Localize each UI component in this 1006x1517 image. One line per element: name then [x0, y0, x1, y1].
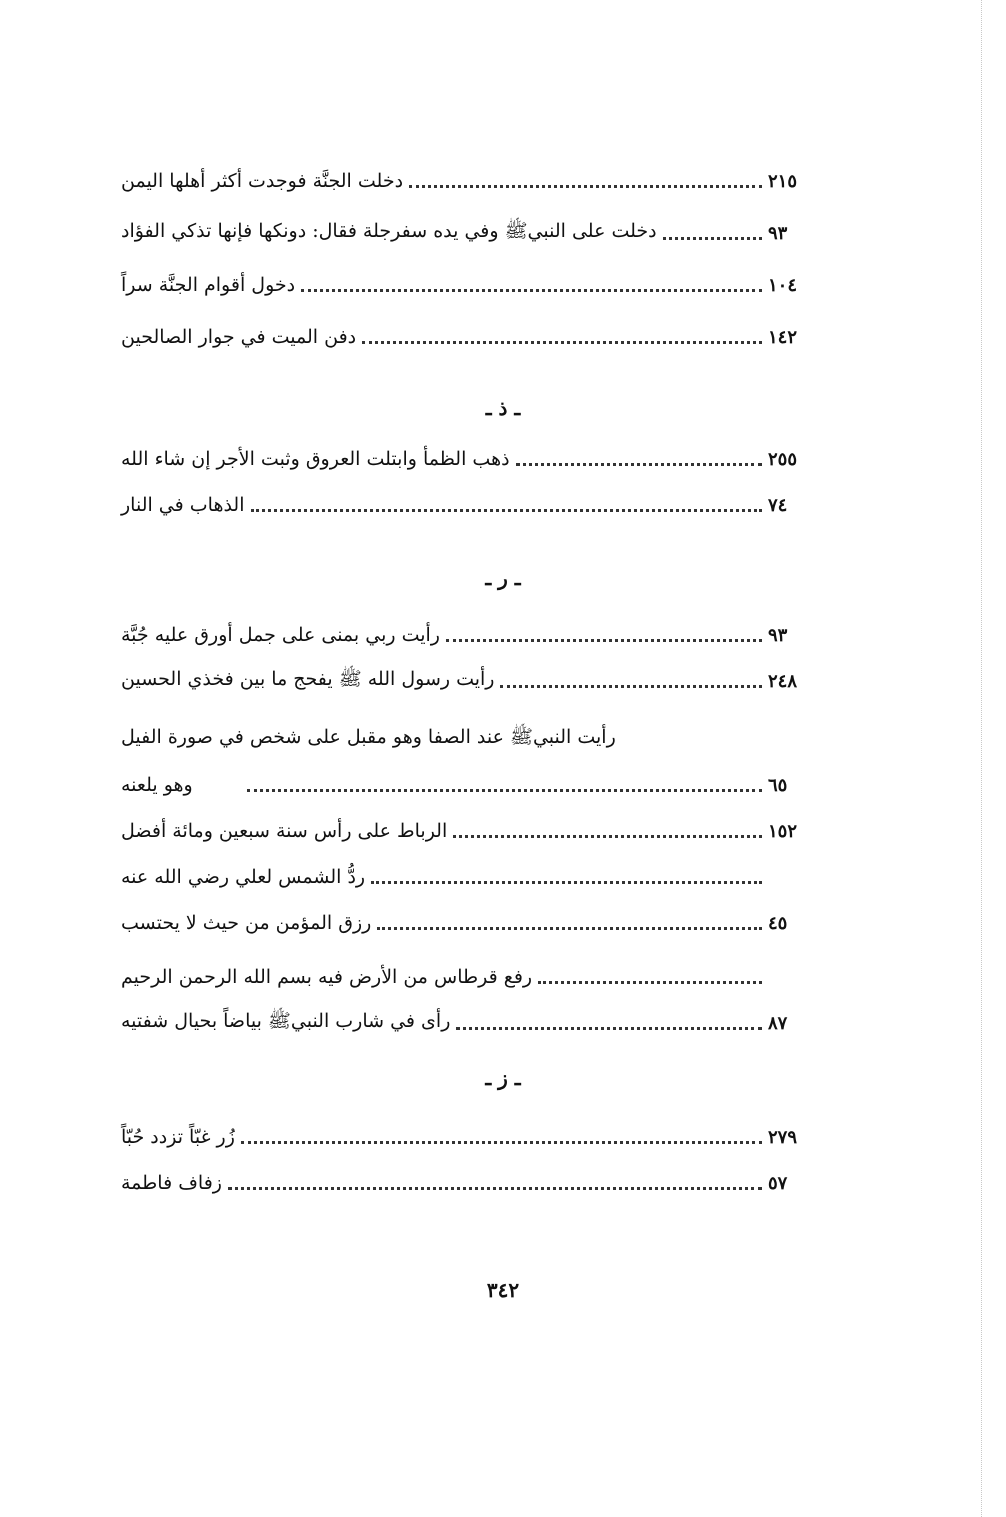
index-entry — [115, 436, 810, 482]
entry-text: رأيت ربي بمنى على جمل أورق عليه جُبَّة — [121, 624, 440, 646]
page-number: ٣٤٢ — [486, 1278, 520, 1302]
entry-page-number: ٤٥ — [768, 912, 788, 934]
entry-text: دخول أقوام الجنَّة سراً — [121, 274, 296, 296]
index-entry-continuation — [115, 762, 810, 808]
entry-text: دخلت على النبيﷺ وفي يده سفرجلة فقال: دونكها فإنها تذكي الفؤاد — [121, 220, 657, 242]
index-entry — [115, 1000, 810, 1046]
dot-leader — [538, 981, 762, 984]
entry-text: رزق المؤمن من حيث لا يحتسب — [121, 912, 372, 934]
dot-leader — [241, 1141, 762, 1144]
dot-leader — [516, 463, 762, 466]
entry-text: زفاف فاطمة — [121, 1172, 222, 1194]
entry-text: رأيت النبيﷺ عند الصفا وهو مقبل على شخص في صورة الفيل — [121, 726, 616, 748]
entry-text: رفع قرطاس من الأرض فيه بسم الله الرحمن الرحيم — [121, 966, 533, 988]
dot-leader — [663, 237, 762, 240]
dot-leader — [377, 927, 762, 930]
entry-text: رأيت رسول الله ﷺ يفحج ما بين فخذي الحسين — [121, 668, 495, 690]
index-section-ra — [115, 612, 810, 1046]
dot-leader — [453, 835, 762, 838]
entry-page-number: ٢٧٩ — [768, 1126, 798, 1148]
entry-text: الذهاب في النار — [121, 494, 245, 516]
section-heading-dhal: ـ ذ ـ — [485, 396, 521, 420]
dot-leader — [500, 685, 762, 688]
dot-leader — [371, 881, 762, 884]
section-heading-ra: ـ ر ـ — [485, 566, 521, 590]
index-entry — [115, 854, 810, 900]
entry-page-number: ٥٧ — [768, 1172, 788, 1194]
index-entry — [115, 1114, 810, 1160]
entry-page-number: ٩٣ — [768, 624, 788, 646]
dot-leader — [456, 1027, 762, 1030]
entry-text: الرباط على رأس سنة سبعين ومائة أفضل — [121, 820, 448, 842]
index-entry — [115, 900, 810, 946]
index-section-zay — [115, 1114, 810, 1206]
entry-page-number: ٩٣ — [768, 222, 788, 244]
entry-page-number: ٢١٥ — [768, 170, 798, 192]
entry-text: رأى في شارب النبيﷺ بياضاً بحيال شفتيه — [121, 1010, 451, 1032]
index-entry — [115, 954, 810, 1000]
entry-page-number: ٢٥٥ — [768, 448, 798, 470]
section-heading-zay: ـ ز ـ — [485, 1066, 521, 1090]
index-entry — [115, 612, 810, 658]
index-section-dal — [115, 158, 810, 360]
dot-leader — [409, 185, 762, 188]
entry-page-number: ١٥٢ — [768, 820, 798, 842]
entry-page-number: ١٠٤ — [768, 274, 798, 296]
entry-page-number: ٦٥ — [768, 774, 788, 796]
entry-text: وهو يلعنه — [121, 774, 193, 796]
index-section-dhal — [115, 436, 810, 528]
entry-text: دخلت الجنَّة فوجدت أكثر أهلها اليمن — [121, 170, 404, 192]
index-entry-continued — [115, 716, 810, 762]
index-entry — [115, 158, 810, 204]
dot-leader — [251, 509, 763, 512]
entry-text: دفن الميت في جوار الصالحين — [121, 326, 357, 348]
index-entry — [115, 210, 810, 256]
index-entry — [115, 658, 810, 704]
entry-page-number: ٨٧ — [768, 1012, 788, 1034]
entry-text: ذهب الظمأ وابتلت العروق وثبت الأجر إن شاء الله — [121, 448, 510, 470]
dot-leader — [446, 639, 762, 642]
entry-page-number: ٧٤ — [768, 494, 788, 516]
entry-text: زُر غبّاً تزدد حُبّاً — [121, 1126, 235, 1148]
dot-leader — [247, 789, 762, 792]
entry-text: ردُّ الشمس لعلي رضي الله عنه — [121, 866, 366, 888]
index-entry — [115, 482, 810, 528]
index-entry — [115, 808, 810, 854]
entry-page-number: ١٤٢ — [768, 326, 798, 348]
index-entry — [115, 1160, 810, 1206]
index-entry — [115, 262, 810, 308]
index-entry — [115, 314, 810, 360]
dot-leader — [362, 341, 762, 344]
entry-page-number: ٢٤٨ — [768, 670, 798, 692]
dot-leader — [228, 1187, 762, 1190]
dot-leader — [301, 289, 762, 292]
